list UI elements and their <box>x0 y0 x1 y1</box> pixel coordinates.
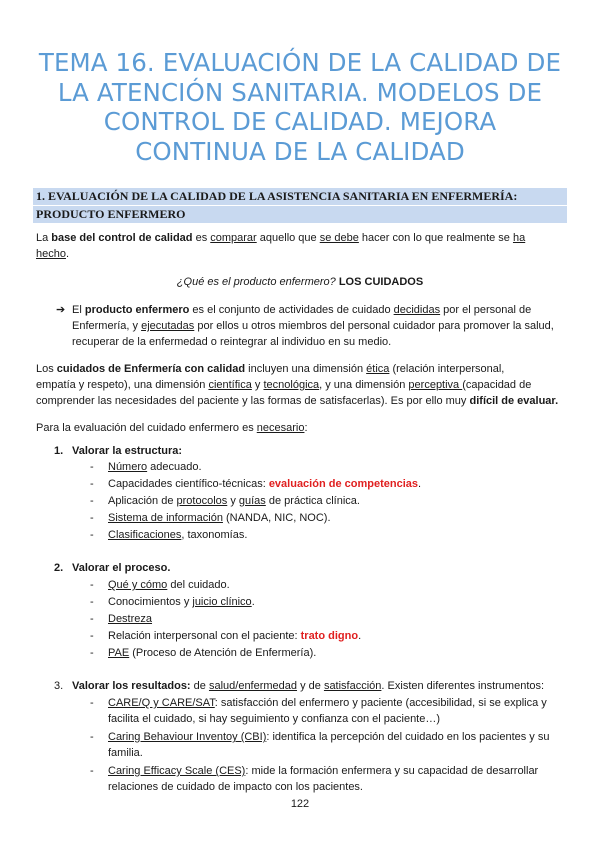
dash-bullet: - <box>90 461 94 473</box>
evaluation-intro: Para la evaluación del cuidado enfermero es necesario: <box>36 422 308 434</box>
title-line-4: CONTINUA DE LA CALIDAD <box>135 136 465 166</box>
dash-bullet: - <box>90 579 94 591</box>
section-heading-line-1: 1. EVALUACIÓN DE LA CALIDAD DE LA ASISTENCIA SANITARIA EN ENFERMERÍA: <box>33 188 567 205</box>
title-line-1: TEMA 16. EVALUACIÓN DE LA CALIDAD DE <box>38 48 562 77</box>
bullet-line-1: El producto enfermero es el conjunto de actividades de cuidado decididas por el personal de <box>72 304 532 316</box>
results-item-3-line-1: Caring Efficacy Scale (CES): mide la formación enfermera y su capacidad de desarrollar <box>108 765 539 777</box>
process-item-5: PAE (Proceso de Atención de Enfermería). <box>108 647 317 659</box>
results-item-1-line-2: facilita el cuidado, si hay seguimiento y confianza con el paciente…) <box>108 713 441 725</box>
results-item-3-line-2: relaciones de cuidado de impacto con los pacientes. <box>108 781 363 793</box>
bullet-line-3: recuperar de la enfermedad o reintegrar al individuo en su medio. <box>72 336 392 348</box>
process-item-3: Destreza <box>108 613 153 625</box>
structure-item-1: Número adecuado. <box>108 461 202 473</box>
structure-heading: Valorar la estructura: <box>72 445 183 457</box>
dash-bullet: - <box>90 647 94 659</box>
process-item-1: Qué y cómo del cuidado. <box>108 579 230 591</box>
dash-bullet: - <box>90 697 94 709</box>
dash-bullet: - <box>90 495 94 507</box>
results-item-1-line-1: CARE/Q y CARE/SAT: satisfacción del enfermero y paciente (accesibilidad, si se explica y <box>108 697 547 709</box>
section-heading-line-2: PRODUCTO ENFERMERO <box>33 206 567 223</box>
title-line-2: LA ATENCIÓN SANITARIA. MODELOS DE <box>57 77 543 107</box>
page-number: 122 <box>290 798 310 810</box>
process-item-4: Relación interpersonal con el paciente: trato digno. <box>108 630 362 642</box>
intro-line-2: hecho. <box>36 248 70 260</box>
results-item-2-line-2: familia. <box>108 747 143 759</box>
process-item-2: Conocimientos y juicio clínico. <box>108 596 255 608</box>
dash-bullet: - <box>90 478 94 490</box>
dash-bullet: - <box>90 613 94 625</box>
dash-bullet: - <box>90 630 94 642</box>
results-heading: Valorar los resultados: de salud/enfermedad y de satisfacción. Existen diferentes instrumentos: <box>72 680 545 692</box>
dash-bullet: - <box>90 529 94 541</box>
dash-bullet: - <box>90 765 94 777</box>
process-heading: Valorar el proceso. <box>72 562 171 574</box>
intro-line-1: La base del control de calidad es comparar aquello que se debe hacer con lo que realmente se ha <box>36 232 526 244</box>
quality-line-1: Los cuidados de Enfermería con calidad incluyen una dimensión ética (relación interpersonal, <box>36 363 505 375</box>
structure-item-5: Clasificaciones, taxonomías. <box>108 529 248 541</box>
dash-bullet: - <box>90 512 94 524</box>
structure-item-4: Sistema de información (NANDA, NIC, NOC). <box>108 512 331 524</box>
results-item-2-line-1: Caring Behaviour Inventoy (CBI): identifica la percepción del cuidado en los pacientes y su <box>108 731 550 743</box>
list-number-2: 2. <box>54 562 64 574</box>
quality-line-2: empatía y respeto), una dimensión científica y tecnológica, y una dimensión perceptiva (capacidad de <box>36 379 532 391</box>
arrow-bullet-icon: ➔ <box>56 304 66 316</box>
bullet-line-2: Enfermería, y ejecutadas por ellos u otros miembros del personal cuidador para promover la salud, <box>72 320 554 332</box>
title-line-3: CONTROL DE CALIDAD. MEJORA <box>103 107 497 136</box>
structure-item-3: Aplicación de protocolos y guías de práctica clínica. <box>108 495 360 507</box>
dash-bullet: - <box>90 596 94 608</box>
question-line: ¿Qué es el producto enfermero? LOS CUIDADOS <box>176 276 424 288</box>
list-number-1: 1. <box>54 445 64 457</box>
quality-line-3: comprender las necesidades del paciente y las formas de satisfacerlas). Es por ello muy difícil de evaluar. <box>36 395 559 407</box>
structure-item-2: Capacidades científico-técnicas: evaluación de competencias. <box>108 478 422 490</box>
list-number-3: 3. <box>54 680 64 692</box>
dash-bullet: - <box>90 731 94 743</box>
page-title <box>30 48 570 166</box>
